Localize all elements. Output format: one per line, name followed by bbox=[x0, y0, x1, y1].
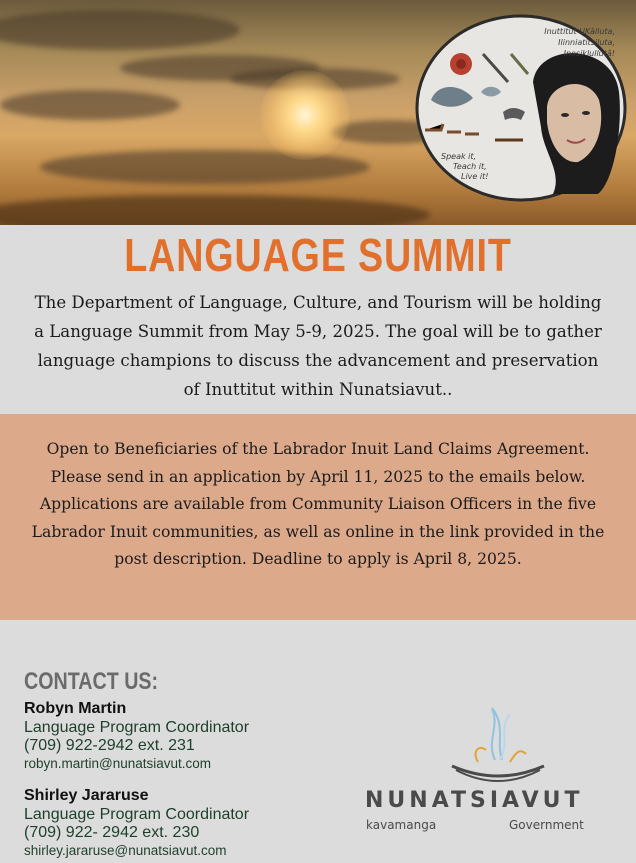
emblem-top-text bbox=[495, 26, 615, 59]
contact-email[interactable]: robyn.martin@nunatsiavut.com bbox=[24, 756, 212, 771]
contact-email[interactable]: shirley.jararuse@nunatsiavut.com bbox=[24, 843, 227, 858]
government-sub-inuttitut: kavamanga bbox=[366, 818, 437, 832]
contact-heading: CONTACT US: bbox=[24, 668, 159, 695]
emblem-line: Ilinniatitsiluta, bbox=[558, 38, 615, 47]
contact-name: Robyn Martin bbox=[24, 700, 127, 717]
emblem-line: Inuttitut UKâlluta, bbox=[544, 27, 615, 36]
emblem-line: Speak it, bbox=[441, 152, 477, 161]
emblem-line: Inosiklullutâ! bbox=[563, 49, 615, 58]
contact-card bbox=[24, 786, 249, 860]
cloud bbox=[0, 195, 430, 225]
intro-paragraph: The Department of Language, Culture, and Tourism will be holding a Language Summit from May 5-9, 2025. The goal will be to gather language champions to discuss the advancement and preservation of Inuttitut within Nunatsiavut.. bbox=[34, 293, 602, 399]
contact-role: Language Program Coordinator bbox=[24, 719, 250, 736]
contact-role: Language Program Coordinator bbox=[24, 806, 250, 823]
sun bbox=[260, 70, 350, 160]
government-name: NUNATSIAVUT bbox=[365, 788, 584, 813]
emblem-bottom-text bbox=[441, 152, 511, 182]
page-title: LANGUAGE SUMMIT bbox=[124, 229, 512, 281]
contact-name: Shirley Jararuse bbox=[24, 787, 149, 804]
contact-phone[interactable]: (709) 922-2942 ext. 231 bbox=[24, 737, 195, 754]
emblem-line: Teach it, bbox=[453, 162, 487, 171]
notice-paragraph: Open to Beneficiaries of the Labrador Inuit Land Claims Agreement. Please send in an application by April 11, 2025 to the emails below. Applications are available from Community Liaison Officers in the five Labrador Inuit communities, as well as online in the link provided in the post description. Deadline to apply is April 8, 2025. bbox=[31, 440, 605, 568]
cloud bbox=[0, 10, 240, 50]
cloud bbox=[0, 90, 180, 120]
emblem-line: Live it! bbox=[461, 172, 489, 181]
government-sub-english: Government bbox=[509, 818, 584, 832]
contact-phone[interactable]: (709) 922- 2942 ext. 230 bbox=[24, 824, 200, 841]
contact-card bbox=[24, 699, 249, 773]
language-emblem bbox=[413, 12, 631, 204]
